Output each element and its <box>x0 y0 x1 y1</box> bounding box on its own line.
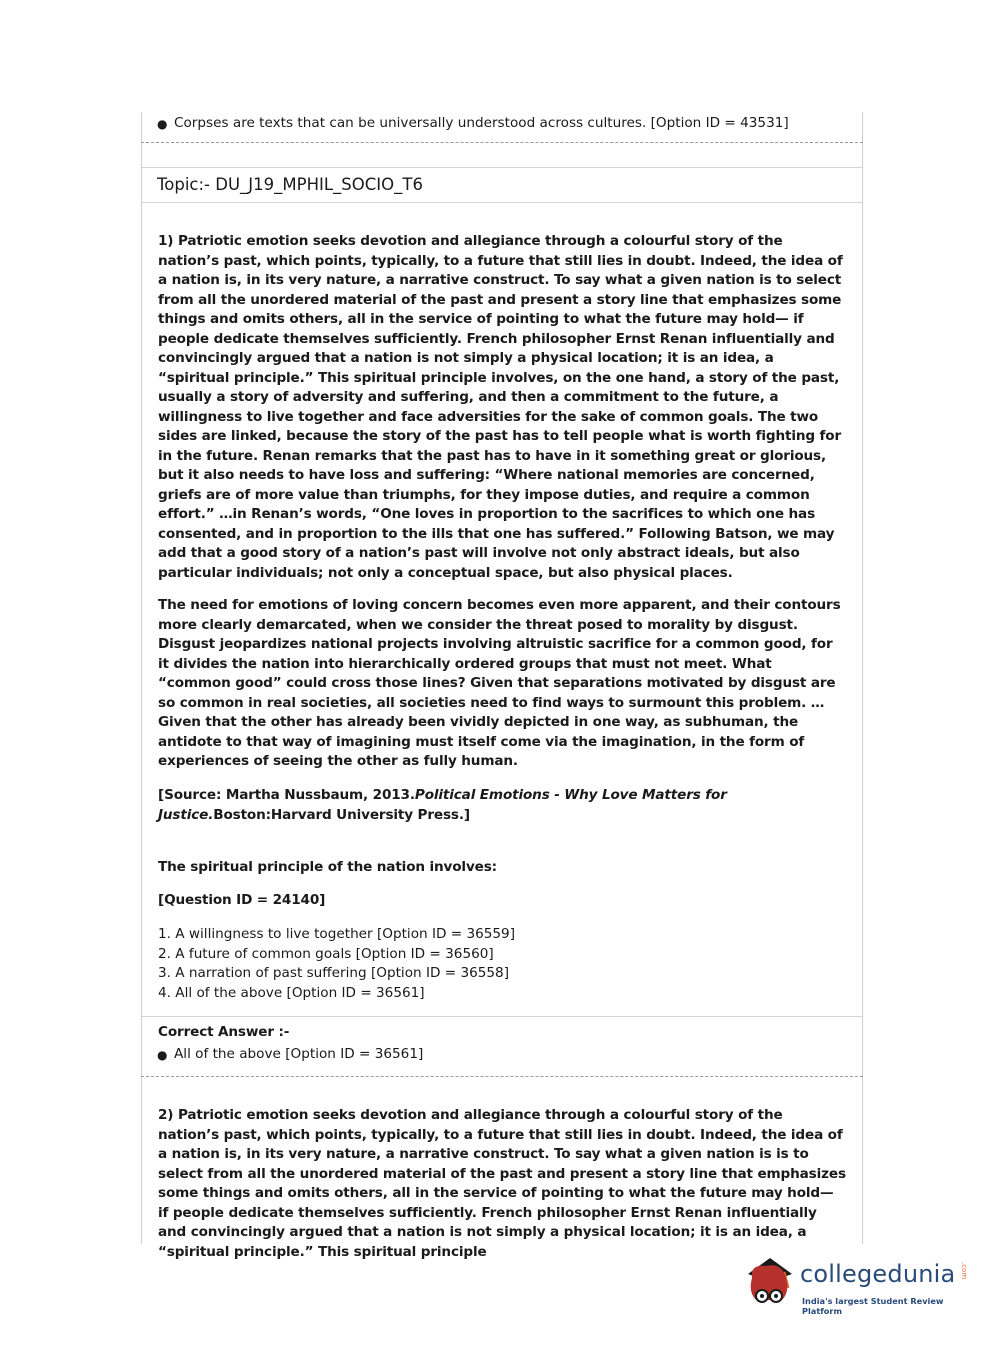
option-4[interactable]: 4. All of the above [Option ID = 36561] <box>158 984 425 1001</box>
option-2[interactable]: 2. A future of common goals [Option ID = 36560] <box>158 945 494 962</box>
question-2-passage-paragraph-1: 2) Patriotic emotion seeks devotion and allegiance through a colourful story of the nation’s past, which points, typically, to a future that still lies in doubt. Indeed, the idea of a nation is, in its very nature, a narrative construct. To say what a given nation is is to select from all the unordered material of the past and present a story line that emphasizes some things and omits others, all in the service of pointing to what the future may hold— if people dedicate themselves sufficiently. French philosopher Ernst Renan influentially and convincingly argued that a nation is not simply a physical location; it is an idea, a “spiritual principle.” This spiritual principle <box>158 1107 846 1260</box>
bullet-icon: ● <box>157 117 168 131</box>
question-1-passage-paragraph-2: The need for emotions of loving concern becomes even more apparent, and their contours more clearly demarcated, when we consider the threat posed to morality by disgust. Disgust jeopardizes national projects involving altruistic sacrifice for a common good, for it divides the nation into hierarchically ordered groups that must not meet. What “common good” could cross those lines? Given that separations motivated by disgust are so common in real societies, all societies need to find ways to surmount this problem. … Given that the other has already been vividly depicted in one way, as subhuman, the antidote to that way of imagining must itself come via the imagination, in the form of experiences of seeing the other as fully human. <box>158 597 841 769</box>
question-divider <box>141 1076 863 1077</box>
source-title: Political Emotions - Why Love Matters for Justice. <box>158 787 727 823</box>
section-divider <box>141 142 863 143</box>
question-1-prompt: The spiritual principle of the nation involves: <box>158 859 497 875</box>
option-3[interactable]: 3. A narration of past suffering [Option ID = 36558] <box>158 965 510 981</box>
question-paper-frame <box>141 112 863 1260</box>
logo-tagline: India's largest Student Review Platform <box>802 1296 944 1316</box>
topic-divider-bottom <box>142 202 862 203</box>
logo-wordmark: collegedunia <box>800 1260 956 1288</box>
logo-domain: .com <box>960 1262 968 1280</box>
bullet-icon: ● <box>157 1048 168 1062</box>
mascot-icon <box>742 1252 798 1314</box>
source-prefix: [Source: Martha Nussbaum, 2013. <box>158 787 415 803</box>
correct-answer-text: All of the above [Option ID = 36561] <box>174 1046 424 1062</box>
question-1-options <box>142 925 862 1003</box>
correct-answer-label: Correct Answer :- <box>158 1024 290 1040</box>
question-1-id: [Question ID = 24140] <box>158 892 326 908</box>
option-text: Corpses are texts that can be universally understood across cultures. [Option ID = 43531] <box>174 115 789 131</box>
collegedunia-logo <box>742 1252 972 1322</box>
answer-divider <box>142 1016 862 1017</box>
option-1[interactable]: 1. A willingness to live together [Option ID = 36559] <box>158 926 516 942</box>
topic-heading: Topic:- DU_J19_MPHIL_SOCIO_T6 <box>157 175 423 194</box>
passage-source <box>142 786 862 825</box>
correct-answer-item <box>142 1045 862 1065</box>
option-list-item <box>142 114 862 134</box>
source-suffix: Boston:Harvard University Press.] <box>213 806 470 823</box>
question-1-passage-paragraph-1: 1) Patriotic emotion seeks devotion and allegiance through a colourful story of the nation’s past, which points, typically, to a future that still lies in doubt. Indeed, the idea of a nation is, in its very nature, a narrative construct. To say what a given nation is to select from all the unordered material of the past and present a story line that emphasizes some things and omits others, all in the service of pointing to what the future may hold— if people dedicate themselves sufficiently. French philosopher Ernst Renan influentially and convincingly argued that a nation is not simply a physical location; it is an idea, a “spiritual principle.” This spiritual principle involves, on the one hand, a story of the past, usually a story of adversity and suffering, and then a commitment to the future, a willingness to live together and face adversities for the sake of common goals. The two sides are linked, because the story of the past has to tell people what is worth fighting for in the future. Renan remarks that the past has to have in it something great or glorious, but it also needs to have loss and suffering: “Where national memories are concerned, griefs are of more value than triumphs, for they impose duties, and require a common effort.” …in Renan’s words, “One loves in proportion to the sacrifices to which one has consented, and in proportion to the ills that one has suffered.” Following Batson, we may add that a good story of a nation’s past will involve not only abstract ideals, but also particular individuals; not only a conceptual space, but also physical places. <box>158 233 843 581</box>
